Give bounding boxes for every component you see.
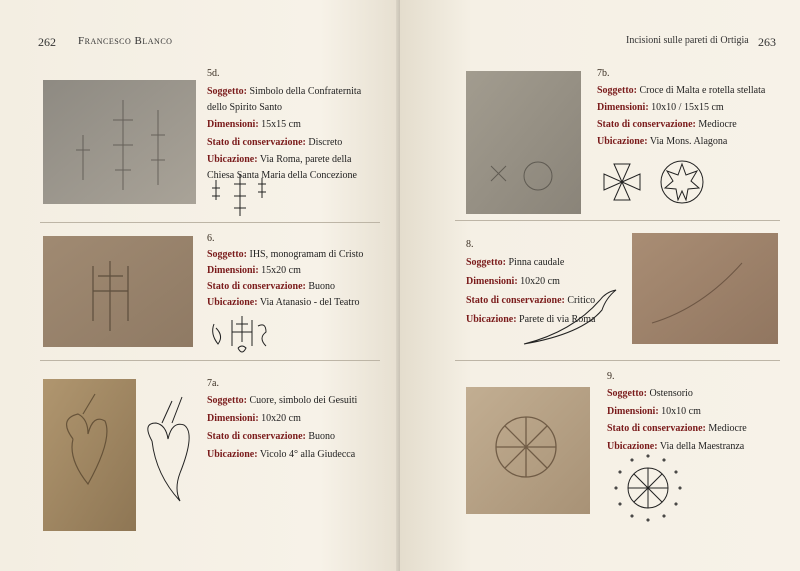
dimensioni-label: Dimensioni: xyxy=(207,413,259,424)
soggetto-label: Soggetto: xyxy=(207,249,247,260)
dimensioni-value: 10x20 cm xyxy=(261,413,301,424)
ubicazione-label: Ubicazione: xyxy=(607,440,658,452)
entry-number: 7b. xyxy=(597,68,610,79)
ubicazione-value: Via Roma, parete della Chiesa Santa Maria della Concezione xyxy=(207,154,357,181)
soggetto-value: Simbolo della Confraternita dello Spirito Santo xyxy=(207,86,362,113)
divider xyxy=(40,222,380,223)
divider xyxy=(455,360,780,361)
running-head-left: Francesco Blanco xyxy=(78,35,173,47)
sketch-maltese-cross xyxy=(600,160,644,204)
entry-number: 9. xyxy=(607,371,615,382)
soggetto-value: IHS, monogramam di Cristo xyxy=(249,249,364,260)
sketch-heart xyxy=(142,393,202,505)
ubicazione-label: Ubicazione: xyxy=(207,449,258,460)
dimensioni-value: 10x10 / 15x15 cm xyxy=(651,102,724,113)
photo-entry-5d xyxy=(43,80,196,204)
ubicazione-value: Vicolo 4° alla Giudecca xyxy=(259,449,356,460)
dimensioni-value: 10x10 cm xyxy=(661,405,701,417)
sketch-ihs-monogram xyxy=(208,314,272,358)
dimensioni-label: Dimensioni: xyxy=(207,119,259,130)
stato-value: Discreto xyxy=(308,136,343,148)
entry-number: 6. xyxy=(207,233,215,244)
ubicazione-label: Ubicazione: xyxy=(207,297,258,308)
dimensioni-label: Dimensioni: xyxy=(207,265,259,276)
soggetto-label: Soggetto: xyxy=(466,257,506,268)
divider xyxy=(455,220,780,221)
ubicazione-value: Via della Maestranza xyxy=(659,440,745,452)
dimensioni-value: 15x20 cm xyxy=(261,265,301,276)
entry-info-9 xyxy=(607,386,782,456)
stato-value: Mediocre xyxy=(698,119,737,130)
dimensioni-label: Dimensioni: xyxy=(607,405,659,417)
soggetto-value: Ostensorio xyxy=(649,388,693,399)
soggetto-label: Soggetto: xyxy=(207,86,247,97)
page-number-right: 263 xyxy=(758,35,776,49)
stato-label: Stato di conservazione: xyxy=(597,119,696,130)
entry-number: 7a. xyxy=(207,378,219,389)
ubicazione-label: Ubicazione: xyxy=(466,314,517,325)
soggetto-label: Soggetto: xyxy=(207,395,247,406)
photo-entry-7b xyxy=(466,71,581,214)
stato-label: Stato di conservazione: xyxy=(207,136,306,148)
dimensioni-value: 15x15 cm xyxy=(261,119,301,130)
dimensioni-label: Dimensioni: xyxy=(466,276,518,287)
photo-entry-9 xyxy=(466,387,590,514)
ubicazione-label: Ubicazione: xyxy=(207,154,258,165)
right-page xyxy=(400,0,800,571)
soggetto-value: Cuore, simbolo dei Gesuiti xyxy=(249,395,358,406)
photo-entry-7a xyxy=(43,379,136,531)
dimensioni-value: 10x20 cm xyxy=(520,276,560,287)
entry-number: 8. xyxy=(466,239,474,250)
entry-info-7a xyxy=(207,393,382,465)
running-head-right: Incisioni sulle pareti di Ortigia xyxy=(626,35,749,46)
entry-info-6 xyxy=(207,248,377,312)
entry-info-7b xyxy=(597,83,777,151)
stato-label: Stato di conservazione: xyxy=(207,431,306,442)
sketch-star-wheel xyxy=(658,158,706,206)
ubicazione-value: Via Atanasio - del Teatro xyxy=(259,297,360,308)
divider xyxy=(40,360,380,361)
sketch-tail-fin xyxy=(522,288,622,348)
ubicazione-value: Parete di via Roma xyxy=(519,314,596,325)
soggetto-value: Pinna caudale xyxy=(508,257,565,268)
sketch-confraternita-symbol xyxy=(208,170,270,220)
photo-entry-6 xyxy=(43,236,193,347)
stato-value: Buono xyxy=(308,281,336,292)
soggetto-label: Soggetto: xyxy=(607,388,647,399)
ubicazione-value: Via Mons. Alagona xyxy=(649,136,728,147)
entry-number: 5d. xyxy=(207,68,220,79)
stato-value: Buono xyxy=(308,431,336,442)
stato-label: Stato di conservazione: xyxy=(607,423,706,434)
stato-label: Stato di conservazione: xyxy=(466,295,565,306)
stato-label: Stato di conservazione: xyxy=(207,281,306,292)
photo-entry-8 xyxy=(632,233,778,344)
soggetto-value: Croce di Malta e rotella stellata xyxy=(639,85,766,96)
stato-value: Critico xyxy=(567,295,596,306)
soggetto-label: Soggetto: xyxy=(597,85,637,96)
ubicazione-label: Ubicazione: xyxy=(597,136,648,147)
dimensioni-label: Dimensioni: xyxy=(597,102,649,113)
page-number-left: 262 xyxy=(38,35,56,49)
stato-value: Mediocre xyxy=(708,423,747,434)
sketch-monstrance xyxy=(610,450,686,526)
